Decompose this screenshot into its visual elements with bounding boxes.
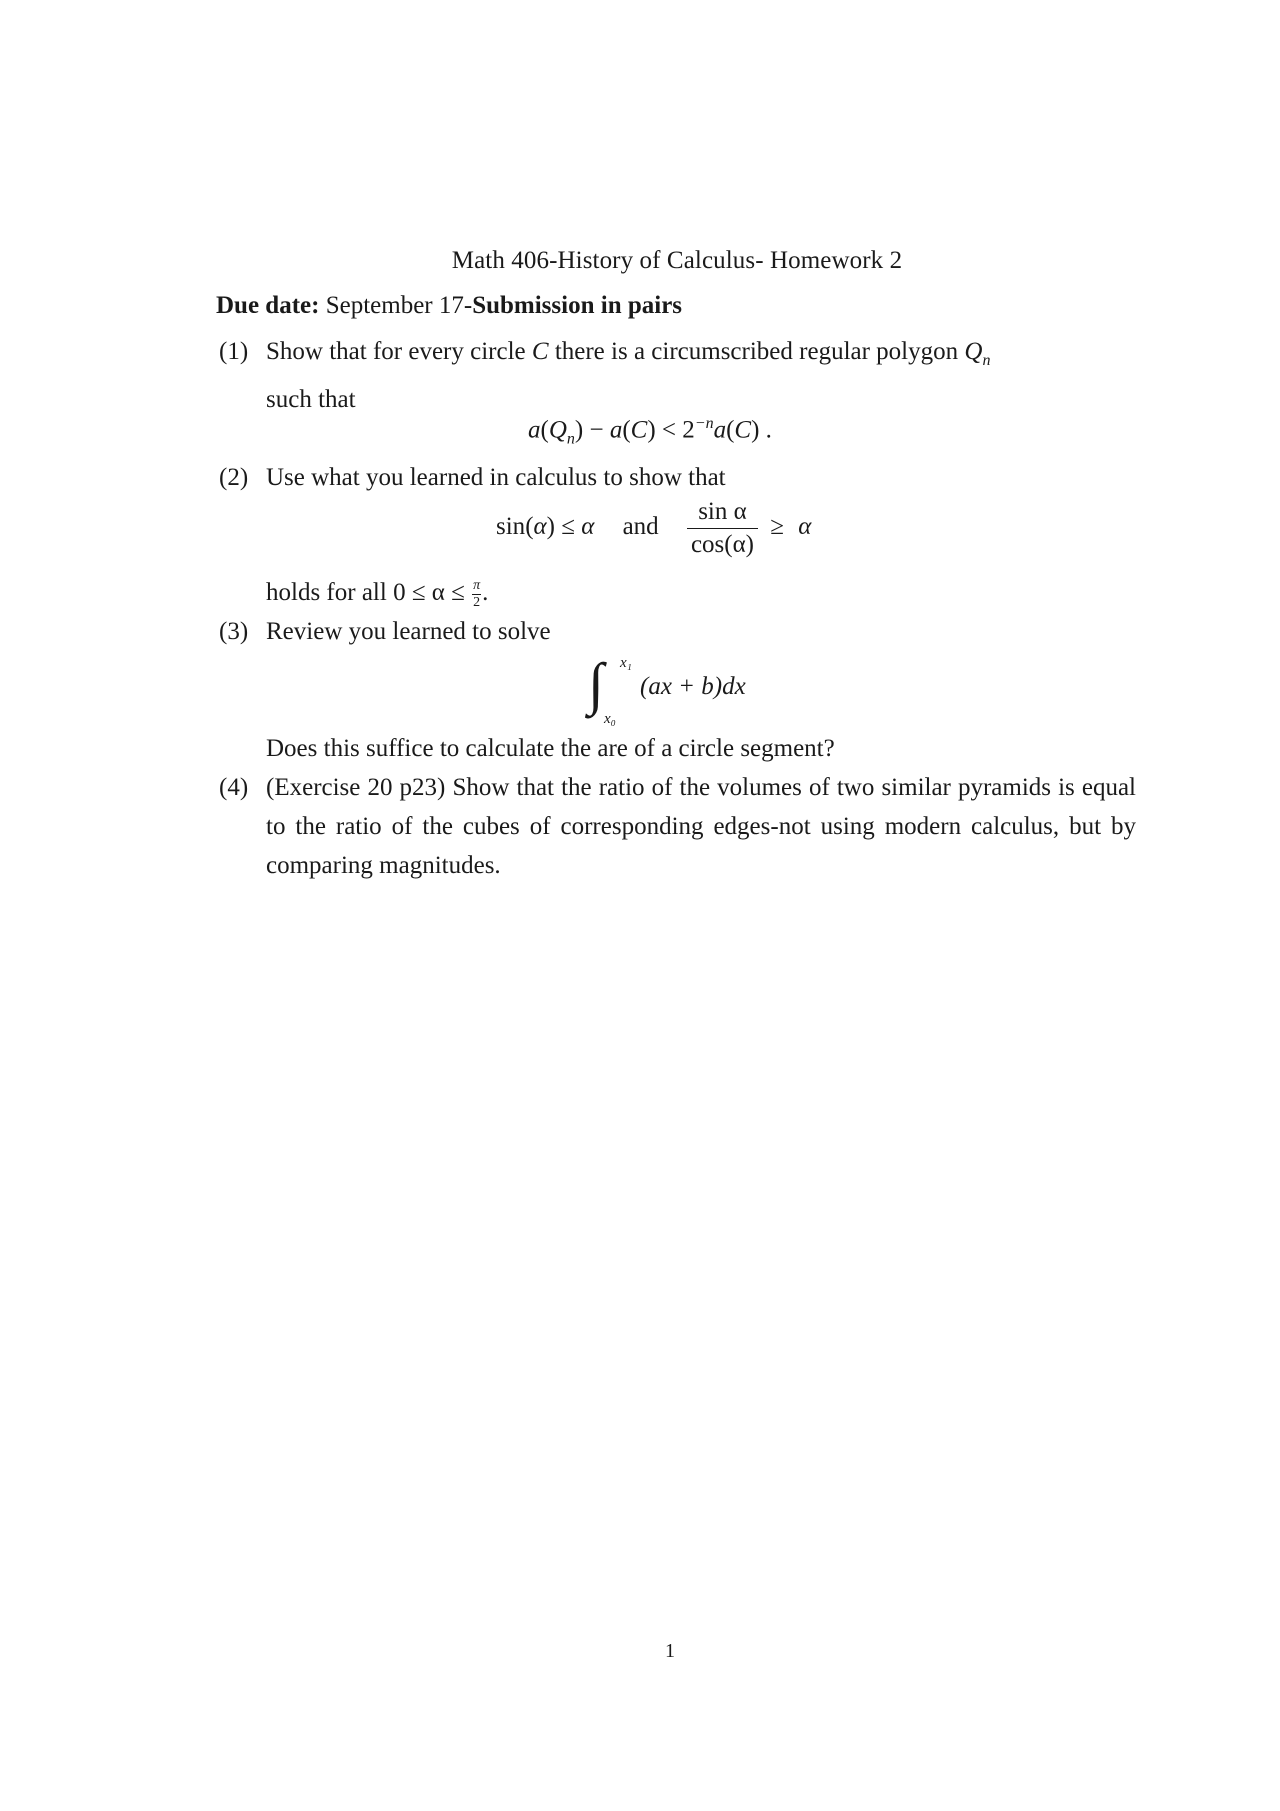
formula-2: sin(α) ≤ α and $\frac{\text{sin α}}{\cos(\alpha)}$ ≥ α [496,498,812,558]
fraction: $\frac{\text{sin α}}{\cos(\alpha)}$ [687,498,758,559]
integral-upper-limit: x₁ [620,655,632,671]
due-date-line [216,292,682,320]
integral-sign: ∫ [588,651,604,716]
submission-note: Submission in pairs [472,292,683,319]
problem-number: (4) [219,774,249,801]
problem-4 [219,768,1136,885]
problem-2-condition: holds for all 0 ≤ α ≤ $\frac{\pi}{2}$ . [266,577,489,610]
integral-lower-limit: x₀ [604,711,616,727]
page-number: 1 [665,1640,675,1662]
problem-1-text: Show that for every circle C there is a circumscribed regular polygon $Q_n$ such that [266,338,991,413]
problem-number: (3) [219,618,249,645]
integral-formula [588,651,768,731]
problem-3-question: Does this suffice to calculate the are of a circle segment? [266,735,835,762]
problem-number: (2) [219,464,249,491]
problem-4-text: (Exercise 20 p23) Show that the ratio of the volumes of two similar pyramids is equal to the ratio of the cubes of corresponding edges-not using modern calculus, but by comparing magnitudes. [266,774,1136,879]
due-date-value: September 17- [325,292,473,319]
due-date-label: Due date: [216,292,320,319]
var-q: Q [964,338,983,365]
problem-1 [219,332,1136,419]
problem-3-text: Review you learned to solve [266,618,551,645]
problem-number: (1) [219,338,249,365]
problem-3 [219,612,1136,651]
pi-over-two: $\frac{\pi}{2}$ [473,577,481,610]
integrand: (ax + b)dx [640,673,746,700]
formula-1: $a(Q_n) - a(C) < 2^{-n}a(C)$ . [528,415,772,448]
problem-2 [219,458,1136,497]
page-title: Math 406-History of Calculus- Homework 2 [451,247,903,274]
var-c: C [531,338,549,365]
problem-2-text: Use what you learned in calculus to show that [266,464,726,491]
